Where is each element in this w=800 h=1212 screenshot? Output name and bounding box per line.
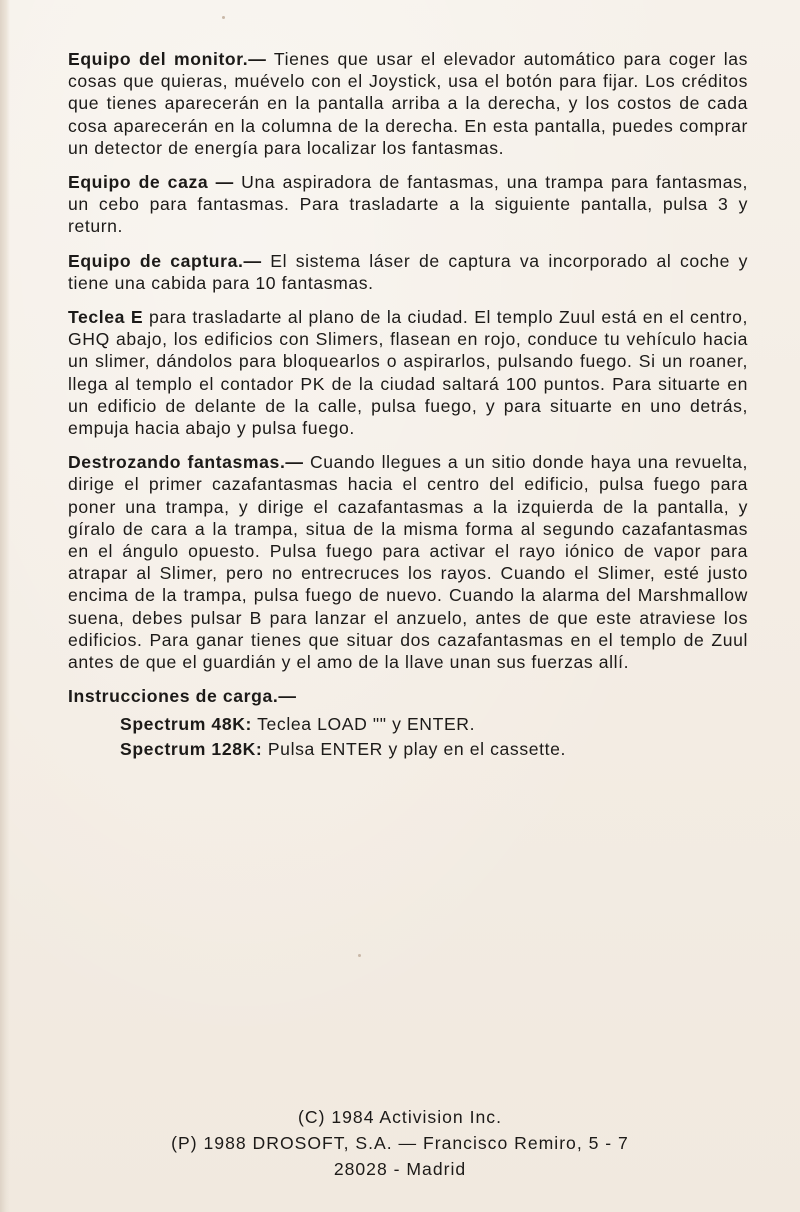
paragraph-text: Tienes que usar el elevador automático para coger las cosas que quieras, muévelo con el Joystick, usa el botón para fijar. Los créditos que tienes aparecerán en la pantalla arriba a la derecha, y los costos de cada cosa aparecerán en la columna de la derecha. En esta pantalla, puedes comprar un detector de energía para localizar los fantasmas. bbox=[68, 49, 748, 158]
paragraph-heading: Teclea E bbox=[68, 307, 144, 328]
paragraph-heading: Equipo de captura.— bbox=[68, 250, 262, 271]
loading-text: Teclea LOAD "" y ENTER. bbox=[251, 714, 476, 735]
paragraph-destroying-ghosts bbox=[68, 451, 748, 673]
instructions-body bbox=[68, 48, 748, 762]
paragraph-text: Cuando llegues a un sitio donde haya una revuelta, dirige el primer cazafantasmas hacia el centro del edificio, pulsa fuego para poner una trampa, y dirige el cazafantasmas a la izquierda de la pantalla, y gíralo de cara a la trampa, situa de la misma forma al segundo cazafantasmas en el ángulo opuesto. Pulsa fuego para activar el rayo iónico de vapor para atrapar al Slimer, pero no entrecruces los rayos. Cuando el Slimer, esté justo encima de la trampa, pulsa fuego de nuevo. Cuando la alarma del Marshmallow suena, debes pulsar B para lanzar el anzuelo, antes de que este atraviese los edificios. Para ganar tienes que situar dos cazafantasmas en el templo de Zuul antes de que el guardián y el amo de la llave unan sus fuerzas allí. bbox=[68, 452, 748, 673]
paragraph-heading: Destrozando fantasmas.— bbox=[68, 452, 304, 473]
paragraph-text: El sistema láser de captura va incorporado al coche y tiene una cabida para 10 fantasmas. bbox=[68, 250, 748, 293]
loading-instructions-title: Instrucciones de carga.— bbox=[68, 686, 297, 707]
paper-speck bbox=[358, 954, 361, 957]
loading-line-spectrum-128k bbox=[120, 738, 748, 760]
page-binding-edge bbox=[0, 0, 10, 1212]
paragraph-capture-equipment bbox=[68, 250, 748, 294]
loading-label: Spectrum 128K: bbox=[120, 738, 263, 759]
paper-speck bbox=[222, 16, 225, 19]
paragraph-hunting-equipment bbox=[68, 171, 748, 238]
loading-line-spectrum-48k bbox=[120, 713, 748, 735]
city-line: 28028 - Madrid bbox=[333, 1159, 467, 1179]
copyright-footer bbox=[0, 1104, 800, 1182]
copyright-line: (C) 1984 Activision Inc. bbox=[298, 1107, 502, 1127]
loading-text: Pulsa ENTER y play en el cassette. bbox=[262, 738, 566, 759]
publisher-line: (P) 1988 DROSOFT, S.A. — Francisco Remiro, 5 - 7 bbox=[171, 1133, 629, 1153]
paragraph-heading: Equipo del monitor.— bbox=[68, 49, 267, 69]
paragraph-text: Una aspiradora de fantasmas, una trampa para fantasmas, un cebo para fantasmas. Para trasladarte a la siguiente pantalla, pulsa 3 y return. bbox=[68, 172, 748, 237]
loading-label: Spectrum 48K: bbox=[120, 714, 252, 735]
paragraph-city-map bbox=[68, 306, 748, 439]
paragraph-heading: Equipo de caza — bbox=[68, 172, 234, 193]
paragraph-monitor-equipment bbox=[68, 48, 748, 159]
paragraph-text: para trasladarte al plano de la ciudad. El templo Zuul está en el centro, GHQ abajo, los edificios con Slimers, flasean en rojo, conduce tu vehículo hacia un slimer, dándolos para bloquearlos o aspirarlos, pulsando fuego. Si un roaner, llega al templo el contador PK de la ciudad saltará 100 puntos. Para situarte en un edificio de delante de la calle, pulsa fuego, y para situarte en uno detrás, empuja hacia abajo y pulsa fuego. bbox=[68, 307, 748, 439]
